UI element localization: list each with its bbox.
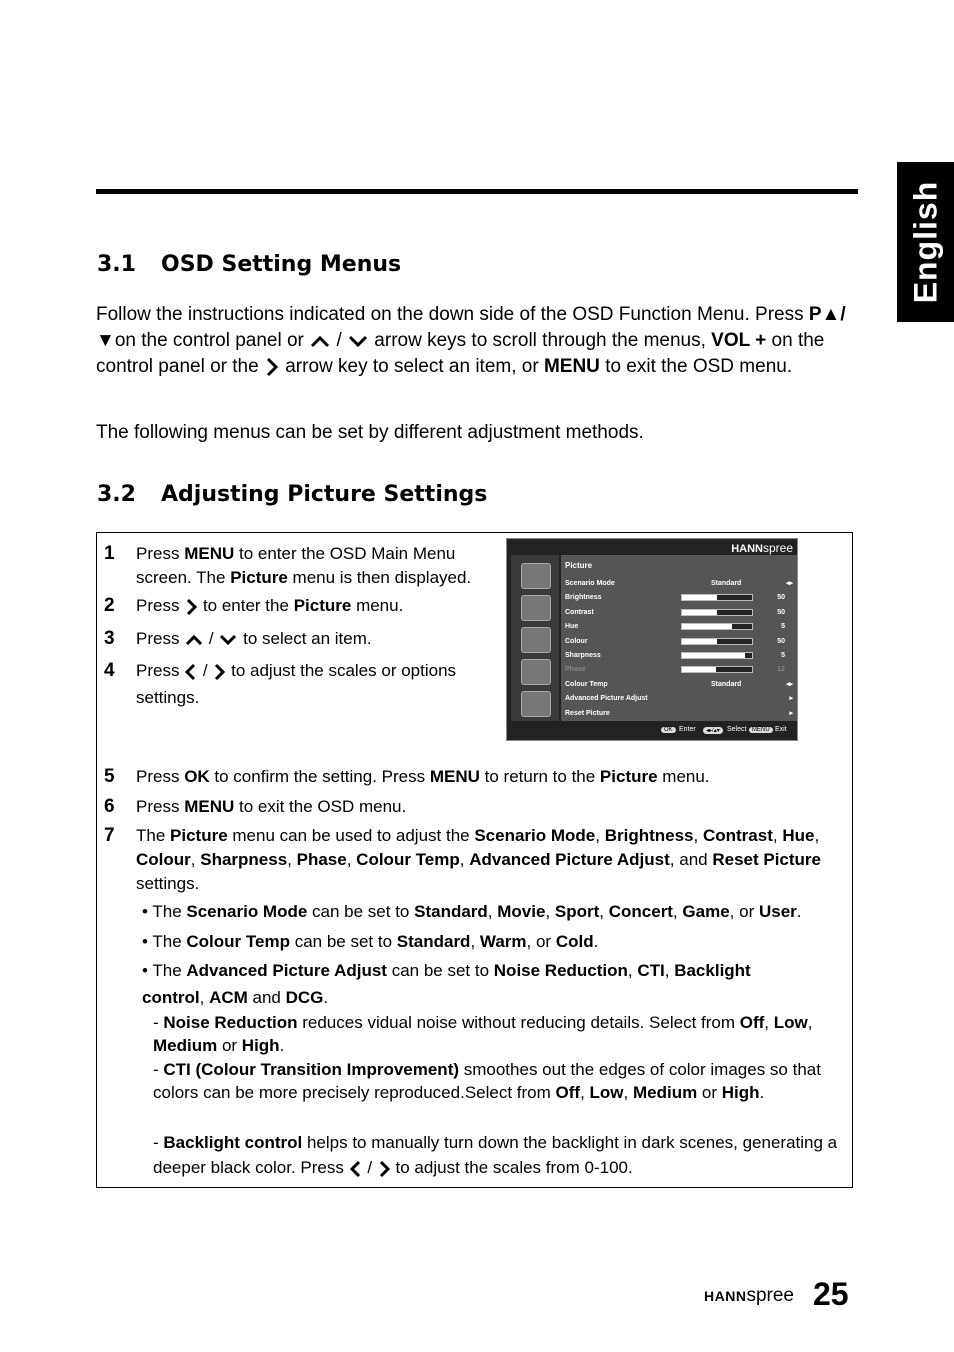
osd-row[interactable] xyxy=(565,591,793,605)
osd-row[interactable] xyxy=(565,649,793,663)
menu-key-icon: MENU xyxy=(749,727,773,733)
intro-text: on the control panel or xyxy=(114,330,304,351)
bullet-text: , or xyxy=(729,902,759,921)
osd-slider-fill xyxy=(682,595,717,600)
step-text: to adjust the scales or options settings. xyxy=(136,661,457,707)
section-3-2-heading xyxy=(97,482,487,507)
step-3: 3 Press / to select an item. xyxy=(104,628,372,649)
step-7: 7 The Picture menu can be used to adjust the Scenario Mode, Brightness, Contrast, Hue, Colour, Sharpness, Phase, Colour Temp, Advanced Picture Adjust, and Reset Picture settings. xyxy=(104,825,822,893)
intro-key: VOL + xyxy=(711,330,767,351)
step-number: 3 xyxy=(104,628,115,649)
sub-text: helps to manually turn down the backlight in dark scenes, generating a deeper black color. Press xyxy=(153,1133,838,1177)
osd-brand-logo xyxy=(731,541,793,555)
left-right-arrow-icon: ◂▸ xyxy=(785,580,793,587)
step-number: 6 xyxy=(104,796,115,817)
bullet-text: • The xyxy=(142,902,187,921)
intro-text: arrow key to select an item, or xyxy=(285,356,539,377)
step-text: settings. xyxy=(136,874,200,893)
osd-footer-label: Enter xyxy=(679,726,696,733)
footer-brand-bold: HANN xyxy=(704,1288,747,1304)
intro-text: Follow the instructions indicated on the down side of the OSD Function Menu. Press xyxy=(96,304,804,325)
bullet-key: Backlight control xyxy=(142,961,751,1007)
osd-row[interactable] xyxy=(565,577,793,591)
bullet-key: Cold xyxy=(555,932,594,951)
osd-row-label: Scenario Mode xyxy=(565,580,615,587)
footer-brand-light: spree xyxy=(746,1285,794,1306)
osd-brand-bold: HANN xyxy=(731,543,763,555)
left-right-up-down-key-icon: ◂▸/▴▾ xyxy=(703,727,723,734)
osd-slider-fill xyxy=(682,639,717,644)
step-text: to enter the xyxy=(202,596,289,615)
osd-row-label: Reset Picture xyxy=(565,709,610,717)
step-key: Contrast xyxy=(702,826,773,845)
step-text: to enter the OSD Main Menu screen. The xyxy=(136,544,456,587)
step-key: Reset Picture xyxy=(712,850,822,869)
step-text: The xyxy=(136,826,171,845)
bullet-key: Concert xyxy=(608,902,673,921)
intro-paragraph: Follow the instructions indicated on the down side of the OSD Function Menu. Press P▲/▼on the control panel or / arrow keys to scroll through the menus, VOL + on the control panel or the arrow key to select an item, or MENU to exit the OSD menu. xyxy=(96,304,846,377)
step-key: Colour Temp xyxy=(356,850,460,869)
up-arrow-icon xyxy=(184,633,204,647)
osd-row-label: Advanced Picture Adjust xyxy=(565,695,648,703)
sub-key: High xyxy=(721,1083,760,1102)
ok-key-icon: OK xyxy=(661,727,676,733)
bullet-key: Noise Reduction xyxy=(493,961,628,980)
osd-picture-menu-screenshot xyxy=(506,538,798,741)
sub-backlight-control: - Backlight control helps to manually turn down the backlight in dark scenes, generating a deeper black color. Press / to adjust the scales from 0-100. xyxy=(153,1133,838,1177)
sub-key: Medium xyxy=(153,1036,218,1055)
bullet-text: and xyxy=(247,988,286,1007)
step-text: menu is then displayed. xyxy=(287,568,472,587)
osd-panel xyxy=(561,555,797,721)
bullet-key: DCG xyxy=(285,988,324,1007)
osd-slider[interactable] xyxy=(681,609,753,616)
sub-key: Off xyxy=(555,1083,581,1102)
osd-row[interactable] xyxy=(565,678,793,692)
down-arrow-icon xyxy=(218,633,238,647)
sound-menu-icon xyxy=(521,595,551,621)
tv-menu-icon xyxy=(521,627,551,653)
osd-row-label: Brightness xyxy=(565,594,602,602)
step-text: to select an item. xyxy=(243,629,372,648)
step-text: to confirm the setting. Press xyxy=(209,767,430,786)
sub-noise-reduction: - Noise Reduction reduces vidual noise without reducing details. Select from Off, Low, Medium or High. xyxy=(153,1013,813,1055)
intro-text: arrow keys to scroll through the menus, xyxy=(374,330,706,351)
section-title: Adjusting Picture Settings xyxy=(161,482,488,507)
intro-key: MENU xyxy=(543,356,600,377)
osd-row-label: Hue xyxy=(565,623,579,631)
right-arrow-icon: ▸ xyxy=(789,709,793,717)
step-text: to return to the xyxy=(479,767,600,786)
intro-key: P▲/▼ xyxy=(96,304,846,351)
sub-text: reduces vidual noise without reducing details. Select from xyxy=(297,1013,740,1032)
step-key: Phase xyxy=(296,850,347,869)
bullet-text: • The xyxy=(142,932,187,951)
bullet-key: Advanced Picture Adjust xyxy=(186,961,387,980)
osd-row-value: 12 xyxy=(777,666,785,674)
step-text: Press xyxy=(136,544,185,563)
step-text: Press xyxy=(136,661,180,680)
step-text: menu can be used to adjust the xyxy=(227,826,475,845)
step-number: 4 xyxy=(104,660,115,681)
sub-key: High xyxy=(241,1036,280,1055)
osd-slider[interactable] xyxy=(681,638,753,645)
osd-row-option: Standard xyxy=(711,580,742,587)
osd-row-label: Phase xyxy=(565,666,586,674)
step-text: Press xyxy=(136,629,180,648)
osd-slider[interactable] xyxy=(681,594,753,601)
step-key: Colour xyxy=(136,850,191,869)
osd-row-value: 5 xyxy=(781,623,785,631)
right-arrow-icon xyxy=(212,662,226,682)
bullet-text: can be set to xyxy=(307,902,415,921)
osd-row[interactable] xyxy=(565,707,793,721)
left-arrow-icon xyxy=(184,662,198,682)
sub-text: - xyxy=(153,1013,164,1032)
step-number: 7 xyxy=(104,825,115,846)
intro-text: to exit the OSD menu. xyxy=(605,356,793,377)
step-key: MENU xyxy=(184,544,235,563)
osd-row[interactable] xyxy=(565,635,793,649)
osd-row-value: 50 xyxy=(777,594,785,602)
step-key: MENU xyxy=(184,797,235,816)
footer-brand-logo xyxy=(704,1285,794,1307)
step-number: 2 xyxy=(104,595,115,616)
down-arrow-icon xyxy=(347,333,369,349)
step-2 xyxy=(104,594,498,618)
step-number: 5 xyxy=(104,766,115,787)
up-arrow-icon xyxy=(309,333,331,349)
sub-key: Off xyxy=(739,1013,765,1032)
step-key: Picture xyxy=(599,767,658,786)
step-text: , and xyxy=(669,850,713,869)
section-number: 3.1 xyxy=(97,252,136,277)
step-text: Press xyxy=(136,797,185,816)
page-number: 25 xyxy=(813,1276,849,1312)
step-text: Press xyxy=(136,767,185,786)
osd-icon-strip xyxy=(511,555,559,721)
osd-footer-label: Exit xyxy=(775,726,787,733)
right-arrow-icon xyxy=(377,1159,391,1179)
bullet-scenario-mode: • The Scenario Mode can be set to Standard, Movie, Sport, Concert, Game, or User. xyxy=(142,902,802,921)
right-arrow-icon xyxy=(184,597,198,617)
sub-text: - xyxy=(153,1060,164,1079)
bullet-key: Scenario Mode xyxy=(186,902,308,921)
osd-row[interactable] xyxy=(565,620,793,634)
osd-slider[interactable] xyxy=(681,652,753,659)
osd-row-value: 50 xyxy=(777,608,785,616)
osd-row-label: Contrast xyxy=(565,608,594,616)
step-key: Scenario Mode xyxy=(474,826,596,845)
osd-slider[interactable] xyxy=(681,623,753,630)
bullet-key: ACM xyxy=(209,988,248,1007)
step-text: menu. xyxy=(356,596,404,615)
step-key: Hue xyxy=(782,826,815,845)
osd-slider-fill xyxy=(682,624,732,629)
setup-menu-icon xyxy=(521,659,551,685)
bullet-colour-temp: • The Colour Temp can be set to Standard, Warm, or Cold. xyxy=(142,932,599,951)
bullet-key: Colour Temp xyxy=(186,932,290,951)
step-key: Advanced Picture Adjust xyxy=(469,850,670,869)
osd-footer xyxy=(507,724,797,738)
step-text: to exit the OSD menu. xyxy=(234,797,407,816)
left-right-arrow-icon: ◂▸ xyxy=(785,680,793,688)
osd-footer-label: Select xyxy=(727,726,747,733)
step-number: 1 xyxy=(104,543,115,564)
sub-text: or xyxy=(697,1083,722,1102)
bullet-text: can be set to xyxy=(289,932,397,951)
step-1 xyxy=(104,542,498,590)
step-key: Picture xyxy=(293,596,352,615)
step-key: Picture xyxy=(170,826,228,845)
step-key: Picture xyxy=(230,568,288,587)
step-text: Press xyxy=(136,596,180,615)
section-number: 3.2 xyxy=(97,482,136,507)
step-6 xyxy=(104,795,836,819)
sub-key: Low xyxy=(589,1083,624,1102)
osd-slider-fill xyxy=(682,610,717,615)
step-key: Sharpness xyxy=(200,850,288,869)
right-arrow-icon: ▸ xyxy=(789,695,793,703)
osd-slider[interactable] xyxy=(681,666,753,673)
bullet-key: CTI xyxy=(637,961,665,980)
sub-key: Medium xyxy=(632,1083,698,1102)
lock-menu-icon xyxy=(521,691,551,717)
bullet-key: Movie xyxy=(497,902,546,921)
section-title: OSD Setting Menus xyxy=(161,252,402,277)
right-arrow-icon xyxy=(264,356,280,378)
sub-key: Backlight control xyxy=(163,1133,303,1152)
sub-cti: - CTI (Colour Transition Improvement) smoothes out the edges of color images so that colors can be more precisely reproduced.Select from Off, Low, Medium or High. xyxy=(153,1060,821,1102)
osd-slider-fill xyxy=(682,667,716,672)
sub-key: Noise Reduction xyxy=(163,1013,298,1032)
osd-row-label: Colour Temp xyxy=(565,680,608,688)
bullet-text: can be set to xyxy=(386,961,494,980)
sub-key: CTI (Colour Transition Improvement) xyxy=(163,1060,460,1079)
osd-row-value: 50 xyxy=(777,637,785,645)
osd-row[interactable] xyxy=(565,606,793,620)
bullet-text: , or xyxy=(526,932,556,951)
language-tab xyxy=(897,162,954,322)
sub-text: or xyxy=(217,1036,242,1055)
section-3-1-heading xyxy=(97,252,401,277)
osd-row-label: Sharpness xyxy=(565,652,601,659)
step-4: 4 Press / to adjust the scales or options settings. xyxy=(136,657,498,711)
bullet-key: Standard xyxy=(396,932,471,951)
sub-text: to adjust the scales from 0-100. xyxy=(395,1158,633,1177)
left-arrow-icon xyxy=(349,1159,363,1179)
step-key: MENU xyxy=(429,767,480,786)
step-text: menu. xyxy=(657,767,710,786)
sub-text: smoothes out the edges of color images so that colors can be more precisely reproduced.Select from xyxy=(153,1060,821,1102)
step-key: OK xyxy=(184,767,210,786)
osd-row-value: 5 xyxy=(781,652,785,659)
bullet-key: Warm xyxy=(479,932,527,951)
step-key: Brightness xyxy=(604,826,694,845)
osd-row-label: Colour xyxy=(565,637,588,645)
bullet-key: User xyxy=(758,902,797,921)
osd-row-option: Standard xyxy=(711,680,742,688)
language-tab-label: English xyxy=(907,180,943,304)
osd-menu-title: Picture xyxy=(565,561,593,570)
bullet-advanced-picture-adjust: • The Advanced Picture Adjust can be set to Noise Reduction, CTI, Backlight control, ACM and DCG. xyxy=(142,961,751,1007)
intro-text: on the control panel or the xyxy=(96,330,825,377)
intro-paragraph-2: The following menus can be set by different adjustment methods. xyxy=(96,422,644,443)
bullet-key: Game xyxy=(682,902,730,921)
sub-text: - xyxy=(153,1133,164,1152)
bullet-text: • The xyxy=(142,961,187,980)
osd-brand-light: spree xyxy=(762,541,793,555)
picture-menu-icon xyxy=(521,563,551,589)
bullet-key: Sport xyxy=(554,902,600,921)
bullet-key: Standard xyxy=(414,902,488,921)
osd-row[interactable] xyxy=(565,692,793,706)
sub-key: Low xyxy=(773,1013,808,1032)
step-5 xyxy=(104,765,836,789)
osd-row[interactable] xyxy=(565,663,793,677)
osd-slider-fill xyxy=(682,653,745,658)
header-rule xyxy=(96,189,858,194)
